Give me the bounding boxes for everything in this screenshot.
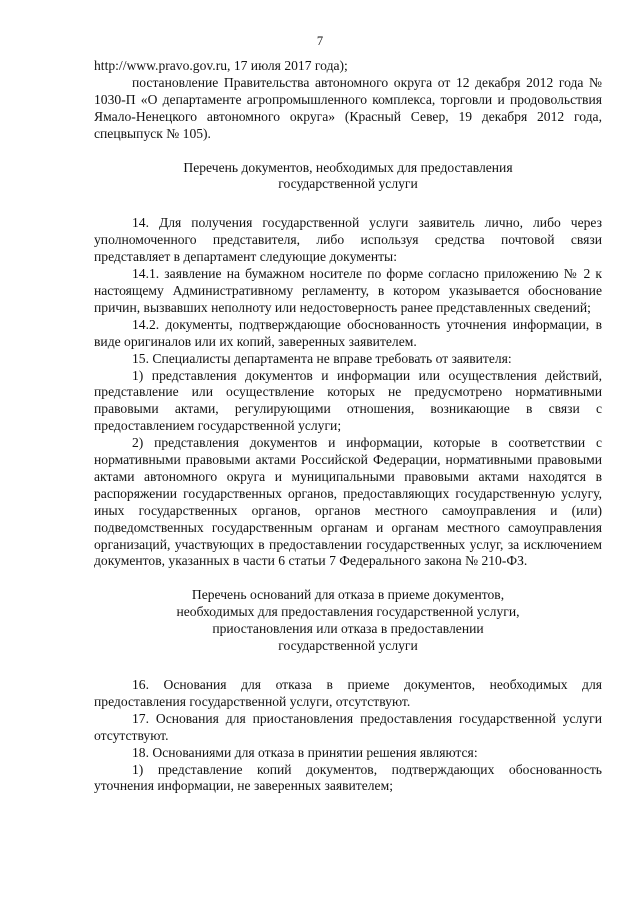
paragraph-17: 17. Основания для приостановления предоставления государственной услуги отсутствуют.	[94, 710, 602, 743]
paragraph-15-1: 1) представления документов и информации или осуществления действий, представление или осуществление которых не предусмотрено нормативными правовыми актами, регулирующими отношения, возникающие в связи с предоставлением государственной услуги;	[94, 367, 602, 434]
heading-line: Перечень документов, необходимых для предоставления	[183, 159, 513, 175]
heading-line: государственной услуги	[278, 176, 418, 192]
heading-line: приостановления или отказа в предоставлении	[212, 621, 484, 637]
paragraph-18-1: 1) представление копий документов, подтверждающих обоснованность уточнения информации, не заверенных заявителем;	[94, 761, 602, 794]
paragraph-15: 15. Специалисты департамента не вправе требовать от заявителя:	[132, 350, 512, 366]
heading-line: необходимых для предоставления государственной услуги,	[176, 604, 520, 620]
page-number: 7	[316, 34, 324, 48]
paragraph-14-1: 14.1. заявление на бумажном носителе по форме согласно приложению № 2 к настоящему Административному регламенту, в котором указывается обоснование причин, вызвавших неполноту или недостоверность ранее представленных сведений;	[94, 266, 602, 315]
section-heading-refusal	[94, 587, 602, 655]
paragraph-source-link: http://www.pravo.gov.ru, 17 июля 2017 года);	[94, 58, 348, 73]
paragraph-16: 16. Основания для отказа в приеме документов, необходимых для предоставления государственной услуги, отсутствуют.	[94, 677, 602, 709]
section-heading-documents	[94, 160, 602, 194]
heading-line: государственной услуги	[278, 638, 418, 654]
paragraph-14-2: 14.2. документы, подтверждающие обоснованность уточнения информации, в виде оригиналов или их копий, заверенных заявителем.	[94, 316, 602, 349]
document-body	[94, 58, 602, 795]
paragraph-resolution: постановление Правительства автономного округа от 12 декабря 2012 года № 1030-П «О департаменте агропромышленного комплекса, торговли и продовольствия Ямало-Ненецкого автономного округа» (Красный Север, 19 декабря 2012 года, спецвыпуск № 105).	[94, 74, 602, 141]
paragraph-14: 14. Для получения государственной услуги заявитель лично, либо через уполномоченного представителя, либо используя средства почтовой связи представляет в департамент следующие документы:	[94, 215, 602, 265]
paragraph-15-2: 2) представления документов и информации, которые в соответствии с нормативными правовыми актами Российской Федерации, нормативными правовыми актами автономного округа и муниципальными правовыми актами находятся в распоряжении государственных органов, предоставляющих государственную услугу, иных государственных органов, органов местного самоуправления и (или) подведомственных государственным органам и органам местного самоуправления организаций, участвующих в предоставлении государственных услуг, за исключением документов, указанных в части 6 статьи 7 Федерального закона № 210-ФЗ.	[94, 435, 602, 569]
paragraph-18: 18. Основаниями для отказа в принятии решения являются:	[132, 744, 478, 760]
heading-line: Перечень оснований для отказа в приеме документов,	[191, 587, 505, 603]
